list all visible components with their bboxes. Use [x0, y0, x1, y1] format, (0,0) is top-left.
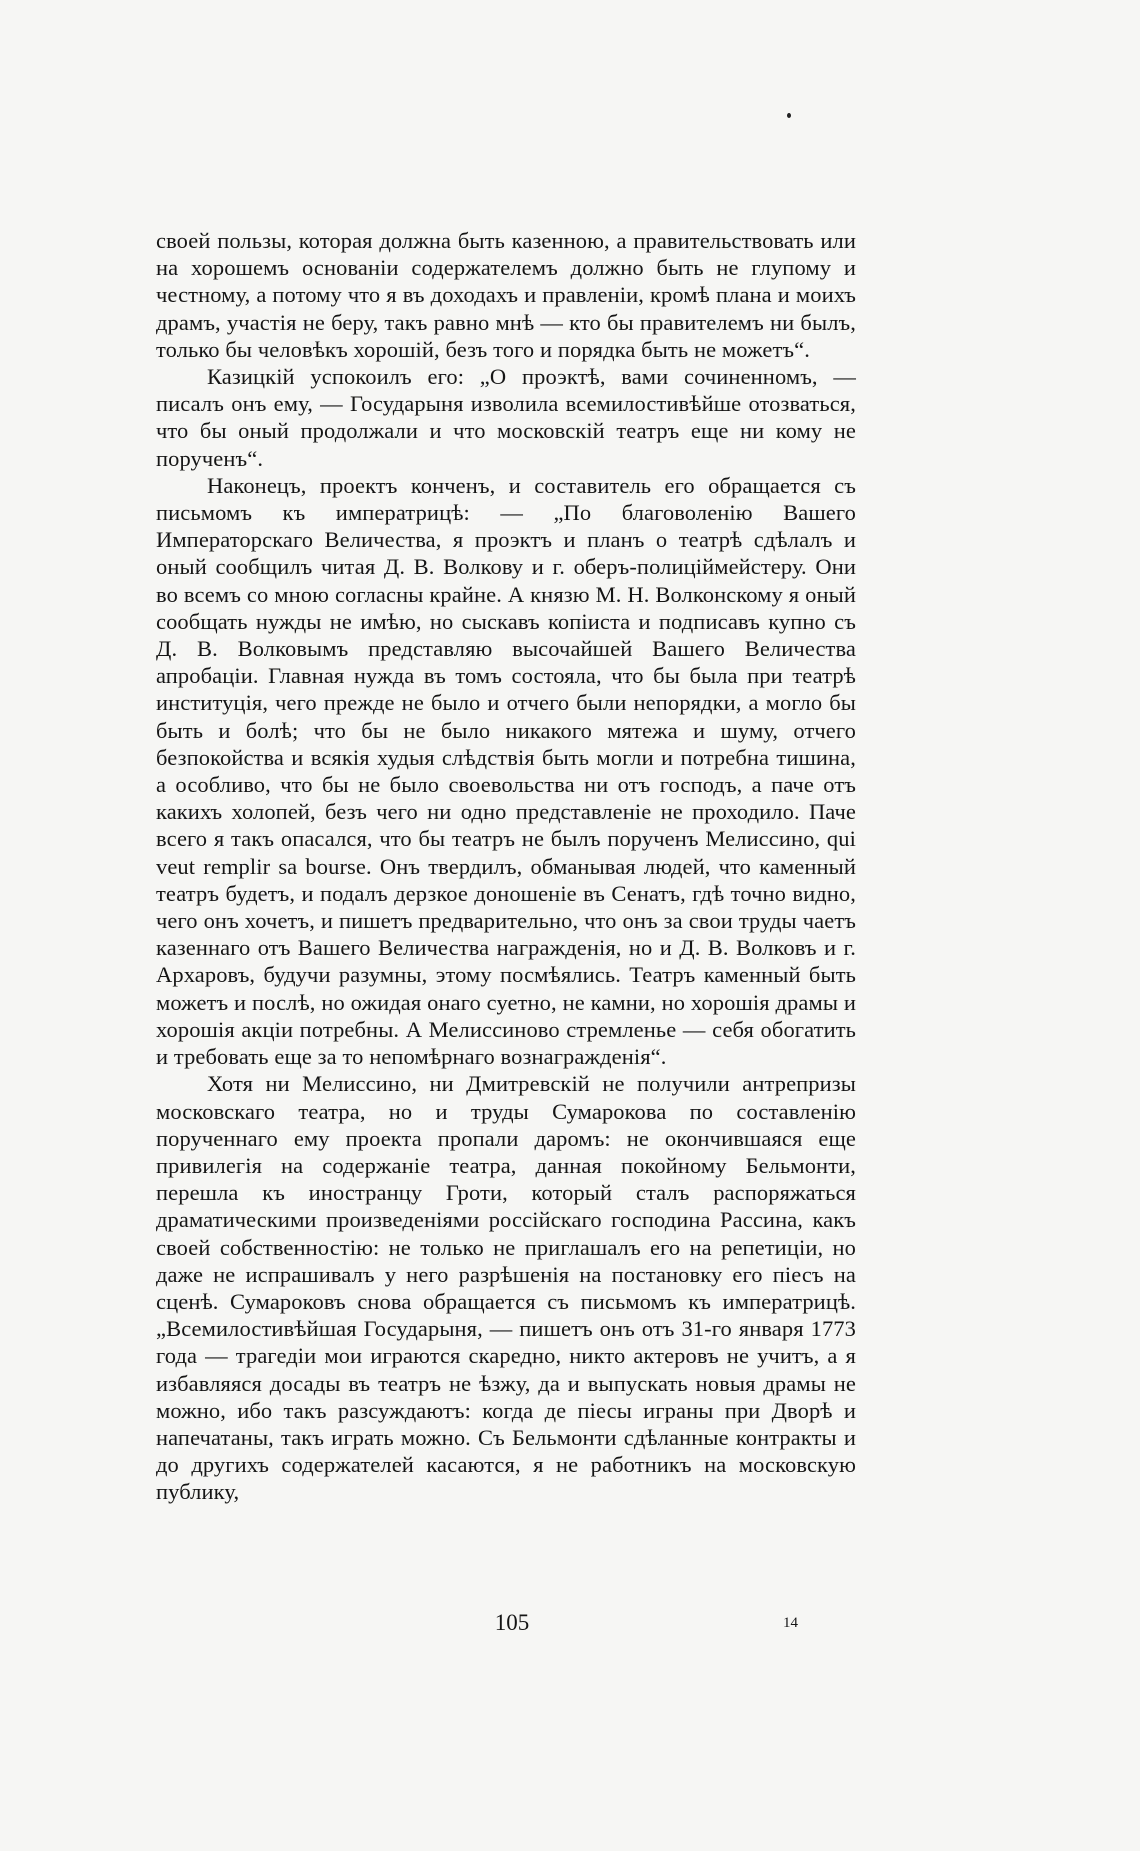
- paragraph-4: Хотя ни Мелиссино, ни Дмитревскiй не получили антрепризы московскаго театра, но и труды Сумарокова по составленiю порученнаго ему проекта пропали даромъ: не окончившаяся еще привилегiя на содержанiе театра, данная покойному Бельмонти, перешла къ иностранцу Гроти, который сталъ распоряжаться драматическими произведенiями россiйскаго господина Рассина, какъ своей собственностiю: не только не приглашалъ его на репетицiи, но даже не испрашивалъ у него разрѣшенiя на постановку его пiесъ на сценѣ. Сумароковъ снова обращается съ письмомъ къ императрицѣ. „Всемилостивѣйшая Государыня, — пишетъ онъ отъ 31-го января 1773 года — трагедiи мои играются скаредно, никто актеровъ не учитъ, а я избавляяся досады въ театръ не ѣзжу, да и выпускать новыя драмы не можно, ибо такъ разсуждаютъ: когда де пiесы играны при Дворѣ и напечатаны, такъ играть можно. Съ Бельмонти сдѣланные контракты и до другихъ содержателей касаются, я не работникъ на московскую публику,: [156, 1071, 856, 1505]
- scan-speck: [787, 113, 791, 118]
- paragraph-3: Наконецъ, проектъ конченъ, и составитель его обращается съ письмомъ къ императрицѣ: — „По благоволенiю Вашего Императорскаго Величества, я проэктъ и планъ о театрѣ сдѣлалъ и оный сообщилъ читая Д. В. Волкову и г. оберъ-полицiймейстеру. Они во всемъ со мною согласны крайне. А князю М. Н. Волконскому я оный сообщать нужды не имѣю, но сыскавъ копiиста и подписавъ купно съ Д. В. Волковымъ представляю высочайшей Вашего Величества апробацiи. Главная нужда въ томъ состояла, что бы была при театрѣ институцiя, чего прежде не было и отчего были непорядки, а могло бы быть и болѣ; что бы не было никакого мятежа и шуму, отчего безпокойства и всякiя худыя слѣдствiя быть могли и потребна тишина, а особливо, что бы не было своевольства ни отъ господъ, а паче отъ какихъ холопей, безъ чего ни одно представленiе не проходило. Паче всего я такъ опасался, что бы театръ не былъ порученъ Мелиссино, qui veut remplir sa bourse. Онъ твердилъ, обманывая людей, что каменный театръ будетъ, и подалъ дерзкое доношенiе въ Сенатъ, гдѣ точно видно, чего онъ хочетъ, и пишетъ предварительно, что онъ за свои труды чаетъ казеннаго отъ Вашего Величества награжденiя, но и Д. В. Волковъ и г. Архаровъ, будучи разумны, этому посмѣялись. Театръ каменный быть можетъ и послѣ, но ожидая онаго суетно, не камни, но хорошiя драмы и хорошiя акцiи потребны. А Мелиссиново стремленье — себя обогатить и требовать еще за то непомѣрнаго вознагражденiя“.: [156, 472, 856, 1070]
- paragraph-2: Казицкiй успокоилъ его: „О проэктѣ, вами сочиненномъ, — писалъ онъ ему, — Государыня изволила всемилостивѣйше отозваться, что бы оный продолжали и что московскiй театръ еще ни кому не порученъ“.: [156, 364, 856, 471]
- page-number: 105: [494, 1610, 530, 1635]
- paragraph-1: своей пользы, которая должна быть казенною, а правительствовать или на хорошемъ основанiи содержателемъ должно быть не глупому и честному, а потому что я въ доходахъ и правленiи, кромѣ плана и моихъ драмъ, участiя не беру, такъ равно мнѣ — кто бы правителемъ ни былъ, только бы человѣкъ хорошiй, безъ того и порядка быть не можетъ“.: [156, 228, 856, 362]
- signature-mark: 14: [783, 1615, 798, 1631]
- body-text: [156, 227, 856, 1506]
